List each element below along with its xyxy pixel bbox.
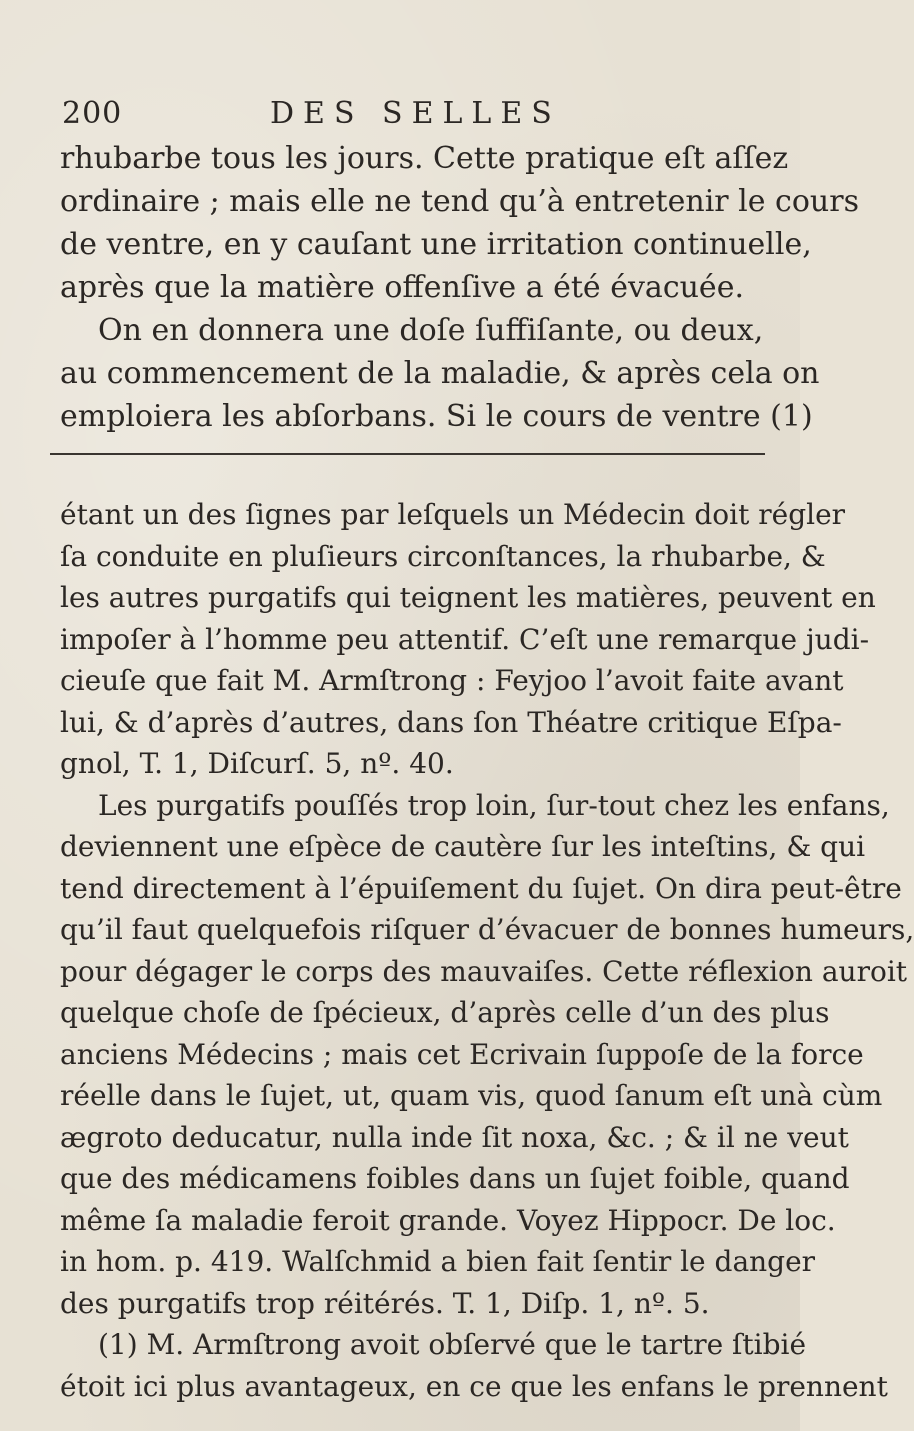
- footnote-line: des purgatifs trop réitérés. T. 1, Diſp. 1, nº. 5.: [60, 1286, 710, 1320]
- footnote-line: gnol, T. 1, Diſcurſ. 5, nº. 40.: [60, 747, 454, 780]
- page-header: [60, 96, 760, 136]
- footnote-line: pour dégager le corps des mauvaiſes. Cette réflexion auroit: [60, 954, 908, 988]
- footnote-line: que des médicamens foibles dans un ſujet foible, quand: [60, 1162, 850, 1195]
- footnote-text: [60, 494, 914, 1407]
- main-text-line: au commencement de la maladie, & après cela on: [60, 356, 820, 391]
- main-text: [60, 137, 859, 438]
- main-text-line: de ventre, en y cauſant une irritation continuelle,: [60, 227, 812, 262]
- footnote-line: ægroto deducatur, nulla inde ſit noxa, &c. ; & il ne veut: [60, 1120, 849, 1154]
- footnote-line: lui, & d’après d’autres, dans ſon Théatre critique Eſpa-: [60, 705, 842, 739]
- footnote-line: quelque choſe de ſpécieux, d’après celle d’un des plus: [60, 996, 830, 1029]
- footnote-divider: [50, 453, 765, 455]
- footnote-line: les autres purgatifs qui teignent les matières, peuvent en: [60, 581, 876, 614]
- footnote-line: tend directement à l’épuiſement du ſujet. On dira peut-être: [60, 871, 902, 905]
- footnote-line: qu’il faut quelquefois riſquer d’évacuer de bonnes humeurs,: [60, 913, 914, 946]
- footnote-line: impoſer à l’homme peu attentif. C’eſt une remarque judi-: [60, 622, 870, 656]
- footnote-line: étant un des ſignes par leſquels un Médecin doit régler: [60, 498, 846, 531]
- footnote-line: Les purgatifs pouſſés trop loin, ſur-tout chez les enfans,: [98, 788, 890, 822]
- running-title: DES SELLES: [270, 96, 561, 131]
- footnote-line: cieuſe que fait M. Armſtrong : Feyjoo l’avoit faite avant: [60, 664, 844, 697]
- footnote-line: deviennent une eſpèce de cautère ſur les inteſtins, & qui: [60, 830, 866, 863]
- footnote-line: (1) M. Armſtrong avoit obſervé que le tartre ſtibié: [98, 1328, 807, 1361]
- main-text-line: rhubarbe tous les jours. Cette pratique eſt aſſez: [60, 141, 789, 176]
- footnote-line: réelle dans le ſujet, ut, quam vis, quod ſanum eſt unà cùm: [60, 1079, 883, 1112]
- footnote-line: ſa conduite en pluſieurs circonſtances, la rhubarbe, &: [60, 539, 826, 573]
- main-text-line: On en donnera une doſe ſuffiſante, ou deux,: [98, 313, 764, 348]
- page-number: 200: [62, 96, 123, 131]
- main-text-line: après que la matière offenſive a été évacuée.: [60, 270, 744, 305]
- footnote-line: anciens Médecins ; mais cet Ecrivain ſuppoſe de la force: [60, 1037, 864, 1071]
- main-text-line: emploiera les abſorbans. Si le cours de ventre (1): [60, 399, 813, 434]
- footnote-line: étoit ici plus avantageux, en ce que les enfans le prennent: [60, 1369, 888, 1403]
- footnote-line: in hom. p. 419. Walſchmid a bien fait ſentir le danger: [60, 1245, 816, 1278]
- main-text-line: ordinaire ; mais elle ne tend qu’à entretenir le cours: [60, 184, 859, 219]
- footnote-line: même ſa maladie feroit grande. Voyez Hippocr. De loc.: [60, 1203, 836, 1237]
